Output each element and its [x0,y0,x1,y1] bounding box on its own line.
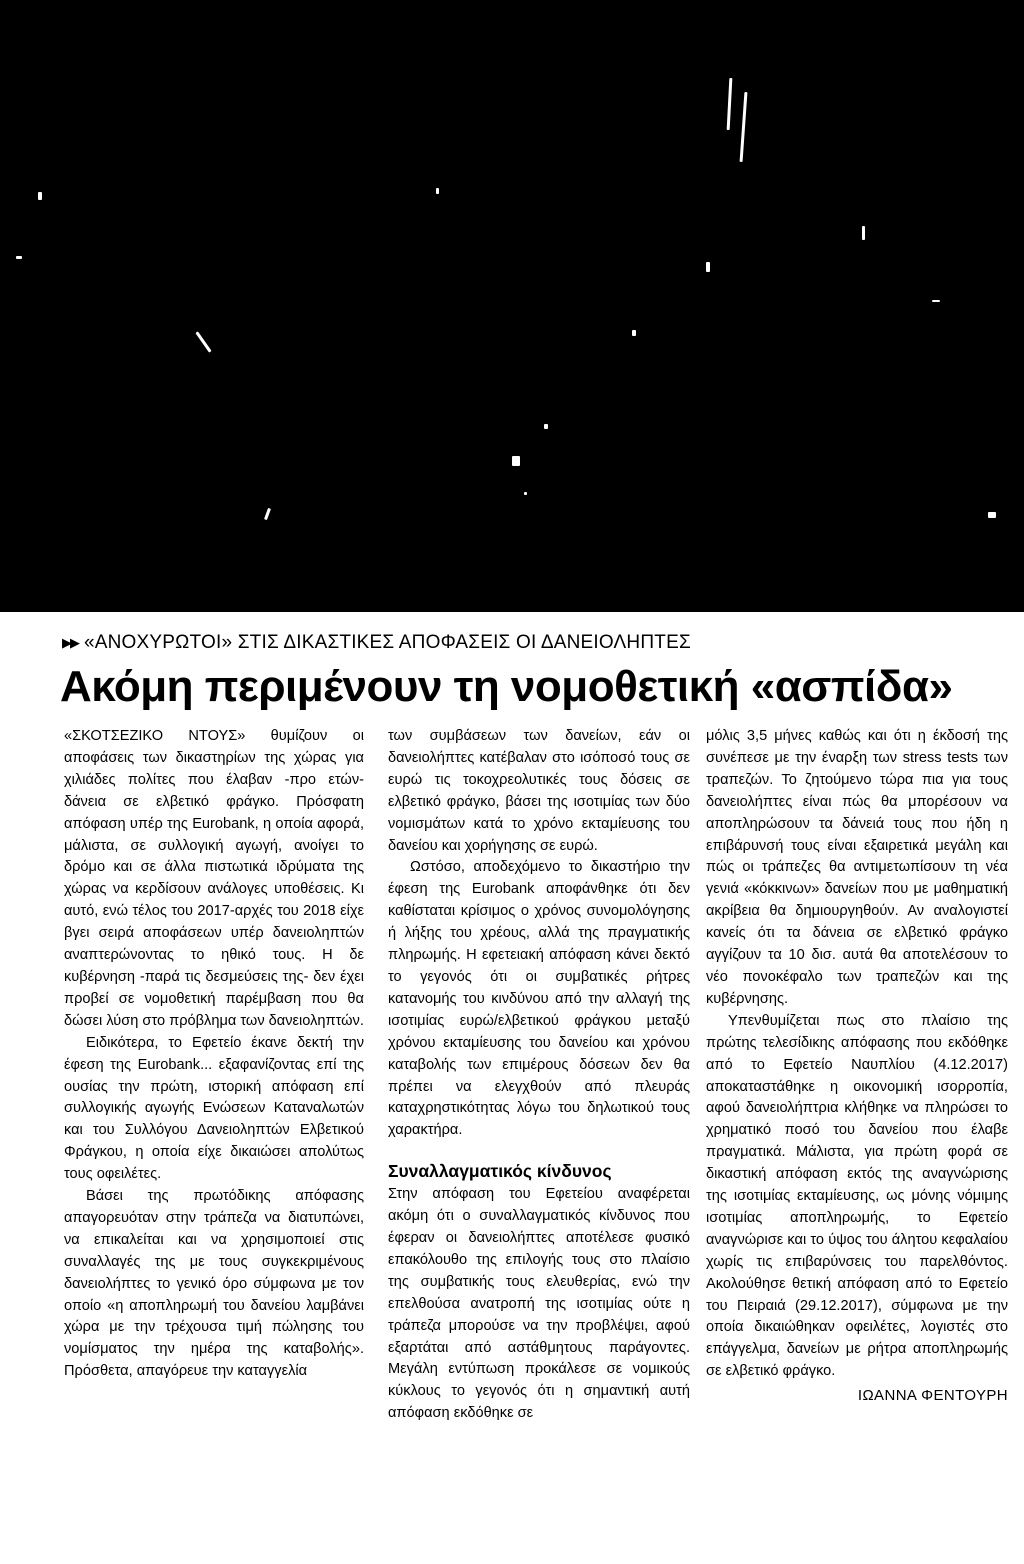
article-headline: Ακόμη περιμένουν τη νομοθετική «ασπίδα» [60,662,953,711]
author-byline: ΙΩΑΝΝΑ ΦΕΝΤΟΥΡΗ [857,1387,1008,1405]
article-column-1 [64,726,364,1556]
double-arrow-icon: ▶▶ [62,635,78,650]
photo-speck [932,300,940,302]
paragraph: Υπενθυμίζεται πως στο πλαίσιο της πρώτης τελεσίδικης απόφασης που εκδόθηκε από το Εφετείο Ναυπλίου (4.12.2017) αποκαταστάθηκε η οικονομική ισορροπία, αφού δανειολήπτρια κλήθηκε να πληρώσει το χρηματικό ποσό του δανείου που έλαβε πραγματικά. Μάλιστα, για πρώτη φορά σε δικαστική απόφαση εκτός της αναγνώρισης της ισοτιμίας εκταμίευσης, ως μόνης νόμιμης ισοτιμίας αποπληρωμής, το Εφετείο αναγνώρισε και το ύψος του άλητου κεφαλαίου χωρίς τις επιβαρύνσεις του παρελθόντος. Ακολούθησε θετική απόφαση από το Εφετείο του Πειραιά (29.12.2017), σύμφωνα με την οποία δικαιώθηκαν οφειλέτες, λογιστές στο επάγγελμα, δανείων με ρήτρα αποπληρωμής σε ελβετικό φράγκο. [706,1012,1008,1380]
paragraph: των συμβάσεων των δανείων, εάν οι δανειολήπτες κατέβαλαν στο ισόποσό τους σε ευρώ τις τοκοχρεολυτικές τους δόσεις σε ελβετικό φράγκο, βάσει της ισοτιμίας των δύο νομισμάτων κατά το χρόνο εκταμίευσης του δανείου και χορήγησης σε ευρώ. [388,728,690,854]
photo-speck [264,508,271,520]
section-subheading: Συναλλαγματικός κίνδυνος [388,1161,612,1182]
photo-speck [862,226,865,240]
photo-speck [512,456,520,466]
paragraph: μόλις 3,5 μήνες καθώς και ότι η έκδοσή της συνέπεσε με την έναρξη των stress tests των τραπεζών. Το ζητούμενο τώρα πια για τους δανειολήπτες είναι πώς θα μπορέσουν να αποπληρώσουν τα δάνειά τους που ήδη η επιβάρυνσή τους είναι εξαιρετικά μεγάλη και πώς οι τράπεζες θα αντιμετωπίσουν τη νέα γενιά «κόκκινων» δανείων που με μαθηματική ακρίβεια θα δημιουργηθούν. Αν αναλογιστεί κανείς ότι τα δάνεια σε ελβετικό φράγκο αγγίζουν τα 10 δισ. αυτά θα αποτελέσουν το νέο πονοκέφαλο των τραπεζών και της κυβέρνησης. [706,728,1008,1007]
photo-speck [632,330,636,336]
photo-speck [727,78,733,130]
photo-speck [436,188,439,194]
article-column-2 [388,726,690,1556]
photo-speck [988,512,996,518]
photo-speck [16,256,22,259]
photo-speck [706,262,710,272]
photo-speck [195,331,211,352]
article-column-3 [706,726,1008,1556]
paragraph: Ωστόσο, αποδεχόμενο το δικαστήριο την έφεση της Eurobank αποφάνθηκε ότι δεν καθίσταται κρίσιμος ο χρόνος συνομολόγησης ή λήξης του χρέους, αλλά της πραγματικής πληρωμής. Η εφετειακή απόφαση κάνει δεκτό το γεγονός ότι οι συμβατικές ρήτρες κατανομής του κινδύνου από την αλλαγή της ισοτιμίας ευρώ/ελβετικού φράγκου μεταξύ χρόνου εκταμίευσης του δανείου και χρόνου καταβολής των επιμέρους δόσεων δεν θα πρέπει να ελεγχθούν από πλευράς καταχρηστικότητας λόγω του δηλωτικού τους χαρακτήρα. [388,859,690,1139]
kicker-text: «ΑΝΟΧΥΡΩΤΟΙ» ΣΤΙΣ ΔΙΚΑΣΤΙΚΕΣ ΑΠΟΦΑΣΕΙΣ ΟΙ ΔΑΝΕΙΟΛΗΠΤΕΣ [84,632,691,653]
paragraph: Ειδικότερα, το Εφετείο έκανε δεκτή την έφεση της Eurobank... εξαφανίζοντας επί της ουσίας την πρώτη, ιστορική απόφαση επί συλλογικής αγωγής Ενώσεων Καταναλωτών και του Συλλόγου Δανειοληπτών Ελβετικού Φράγκου, η οποία είχε δικαιώσει απολύτως τους οφειλέτες. [64,1034,364,1183]
photo-speck [524,492,527,495]
paragraph: Βάσει της πρωτόδικης απόφασης απαγορευόταν στην τράπεζα να διατυπώνει, να επικαλείται και να χρησιμοποιεί στις συναλλαγές της με τους συγκεκριμένους δανειολήπτες το γενικό όρο σύμφωνα με τον οποίο «η αποπληρωμή του δανείου λαμβάνει χώρα με την τρέχουσα τιμή πώλησης του νομίσματος την ημέρα της καταβολής». Πρόσθετα, απαγόρευε την καταγγελία [64,1188,364,1380]
photo-speck [544,424,548,429]
photo-speck [38,192,42,200]
paragraph: Στην απόφαση του Εφετείου αναφέρεται ακόμη ότι ο συναλλαγματικός κίνδυνος που έφεραν οι δανειολήπτες αποτέλεσε φυσικό επακόλουθο της επιλογής τους στο πλαίσιο της συμβατικής τους ελευθερίας, ενώ την επελθούσα ανατροπή της ισοτιμίας ούτε η τράπεζα μπορούσε να την προβλέψει, αφού εξαρτάται από αστάθμητους παράγοντες. Μεγάλη εντύπωση προκάλεσε σε νομικούς κύκλους το γεγονός ότι η σημαντική αυτή απόφαση εκδόθηκε σε [388,1186,690,1422]
paragraph: «ΣΚΟΤΣΕΖΙΚΟ ΝΤΟΥΣ» θυμίζουν οι αποφάσεις των δικαστηρίων της χώρας για χιλιάδες πολίτες που έλαβαν -προ ετών- δάνεια σε ελβετικό φράγκο. Πρόσφατη απόφαση υπέρ της Eurobank, η οποία αφορά, μάλιστα, σε συλλογική αγωγή, ανοίγει το δρόμο και σε άλλα πιστωτικά ιδρύματα της χώρας να κερδίσουν ανάλογες υποθέσεις. Κι αυτό, ενώ τέλος του 2017-αρχές του 2018 είχε βγει σειρά αποφάσεων υπέρ δανειοληπτών αναπτερώνοντας το ηθικό τους. Η δε κυβέρνηση -παρά τις δεσμεύσεις της- δεν έχει προβεί σε νομοθετική παρέμβαση που θα δώσει λύση στο πρόβλημα των δανειοληπτών. [64,728,364,1029]
photo-speck [740,92,748,162]
dark-photo [0,0,1024,612]
article-kicker [62,632,962,654]
